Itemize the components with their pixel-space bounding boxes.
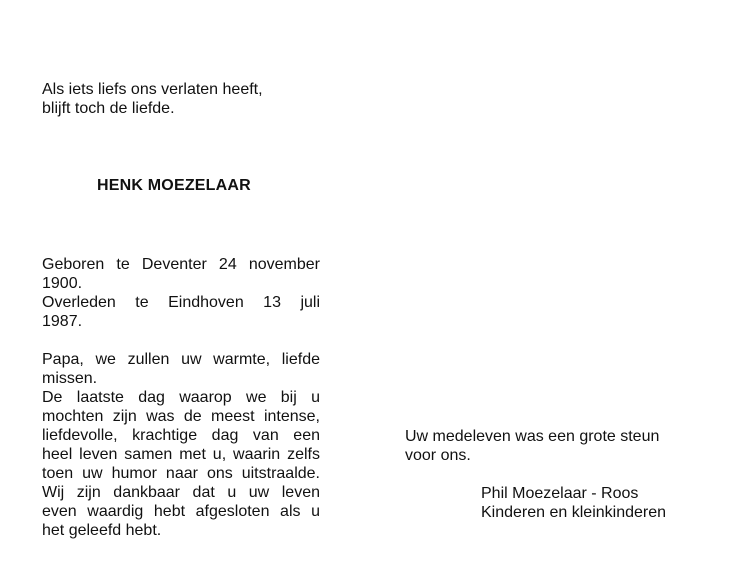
tribute-line: toen uw humor naar ons uitstraalde. xyxy=(42,465,320,482)
born-line: Geboren te Deventer 24 november xyxy=(42,256,320,273)
tribute-line: liefdevolle, krachtige dag van een xyxy=(42,427,320,444)
died-year: 1987. xyxy=(42,313,83,330)
signature-text xyxy=(481,484,666,522)
tribute-line: missen. xyxy=(42,370,98,387)
tribute-line: Wij zijn dankbaar dat u uw leven xyxy=(42,484,320,501)
bio-text xyxy=(42,255,320,331)
tribute-line: even waardig hebt afgesloten als u xyxy=(42,503,320,520)
tribute-line: het geleefd hebt. xyxy=(42,522,162,539)
born-year: 1900. xyxy=(42,275,83,292)
motto-line: blijft toch de liefde. xyxy=(42,100,175,117)
signature-line: Kinderen en kleinkinderen xyxy=(481,504,667,521)
tribute-line: De laatste dag waarop we bij u xyxy=(42,389,320,406)
tribute-line: mochten zijn was de meest intense, xyxy=(42,408,320,425)
thanks-line: voor ons. xyxy=(405,447,471,464)
tribute-text xyxy=(42,350,320,540)
motto-line: Als iets liefs ons verlaten heeft, xyxy=(42,81,263,98)
tribute-line: Papa, we zullen uw warmte, liefde xyxy=(42,351,320,368)
motto-text xyxy=(42,80,263,118)
signature-line: Phil Moezelaar - Roos xyxy=(481,485,639,502)
died-line: Overleden te Eindhoven 13 juli xyxy=(42,294,320,311)
tribute-line: heel leven samen met u, waarin zelfs xyxy=(42,446,320,463)
deceased-name: HENK MOEZELAAR xyxy=(97,177,251,194)
thanks-line: Uw medeleven was een grote steun xyxy=(405,428,660,445)
thanks-text xyxy=(405,427,659,465)
